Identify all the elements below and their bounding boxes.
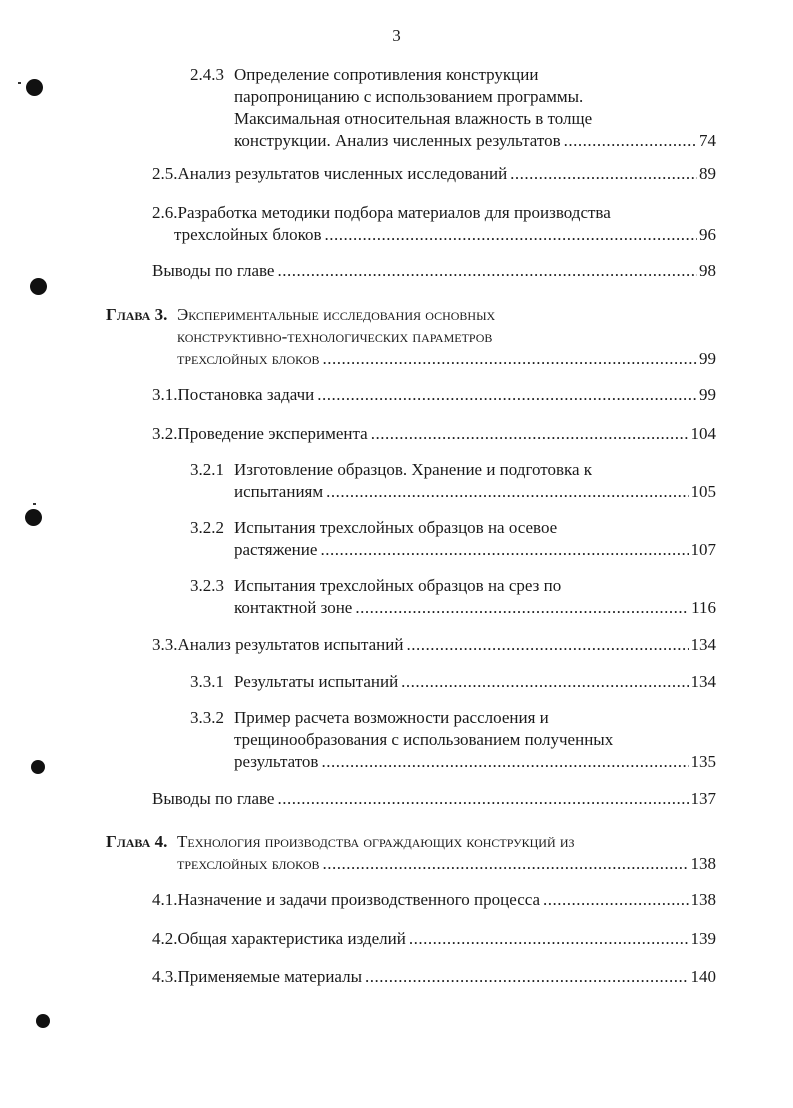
chapter-label: Глава 4. xyxy=(106,832,168,851)
toc-page-number: 116 xyxy=(691,598,716,617)
toc-page-number: 96 xyxy=(699,225,716,244)
toc-entry-3-2-1 xyxy=(190,459,716,501)
chapter-label: Глава 3. xyxy=(106,305,168,324)
dot-leader xyxy=(409,928,689,950)
dot-leader xyxy=(321,751,688,773)
toc-entry-2-4-3 xyxy=(190,64,716,150)
dot-leader xyxy=(323,348,697,370)
toc-entry-number: 3.2.3 xyxy=(190,576,224,595)
toc-entry-line: Изготовление образцов. Хранение и подготовка к xyxy=(234,460,593,479)
toc-entry-4-1 xyxy=(152,889,716,911)
dot-leader xyxy=(365,966,688,988)
toc-page-number: 134 xyxy=(690,672,716,691)
dot-leader xyxy=(325,224,698,246)
toc-page-number: 74 xyxy=(699,131,716,150)
toc-entry-4-2 xyxy=(152,928,716,950)
toc-entry-3-1 xyxy=(152,384,716,406)
toc-page-number: 138 xyxy=(690,890,716,909)
toc-entry-number: 3.3.2 xyxy=(190,708,224,727)
toc-entry-chapter2-conclusions xyxy=(152,260,716,282)
toc-entry-title: 3.2.Проведение эксперимента xyxy=(152,424,368,443)
toc-page-number: 138 xyxy=(690,854,716,873)
toc-entry-title: 4.2.Общая характеристика изделий xyxy=(152,929,406,948)
toc-entry-3-3 xyxy=(152,634,716,656)
toc-entry-line: результатов xyxy=(234,752,319,771)
dot-leader xyxy=(277,788,688,810)
toc-page-number: 135 xyxy=(690,752,716,771)
dot-leader xyxy=(406,634,688,656)
toc-entry-number: 3.2.1 xyxy=(190,460,224,479)
toc-entry-3-2-2 xyxy=(190,517,716,559)
dot-leader xyxy=(543,889,688,911)
chapter-title-line: конструктивно-технологических параметров xyxy=(177,327,493,346)
toc-entry-3-3-2 xyxy=(190,707,716,771)
toc-entry-3-3-1 xyxy=(190,671,716,693)
toc-entry-line: паропроницанию с использованием программы. xyxy=(234,87,584,106)
toc-entry-title: 2.6.Разработка методики подбора материалов для производства xyxy=(152,203,611,222)
toc-entry-line: Определение сопротивления конструкции xyxy=(234,65,539,84)
dot-leader xyxy=(323,853,689,875)
chapter-title-line: трехслойных блоков xyxy=(177,349,320,368)
page-number: 3 xyxy=(392,26,401,45)
toc-entry-number: 2.4.3 xyxy=(190,65,224,84)
toc-entry-2-6 xyxy=(152,202,716,246)
toc-entry-line: Пример расчета возможности расслоения и xyxy=(234,708,549,727)
toc-entry-title: Выводы по главе xyxy=(152,261,275,280)
punch-hole-mark xyxy=(30,278,47,295)
toc-entry-number: 3.3.1 xyxy=(190,672,224,691)
dot-leader xyxy=(401,671,688,693)
scan-speck xyxy=(33,503,36,505)
toc-entry-line: испытаниям xyxy=(234,482,324,501)
punch-hole-mark xyxy=(26,79,43,96)
toc-entry-title: 4.1.Назначение и задачи производственного процесса xyxy=(152,890,541,909)
toc-page-number: 89 xyxy=(699,164,716,183)
toc-page-number: 104 xyxy=(690,424,716,443)
punch-hole-mark xyxy=(31,760,45,774)
toc-entry-line: Испытания трехслойных образцов на срез по xyxy=(234,576,562,595)
dot-leader xyxy=(510,163,697,185)
toc-entry-3-2-3 xyxy=(190,575,716,617)
toc-entry-line: Максимальная относительная влажность в толще xyxy=(234,109,593,128)
toc-entry-title: 4.3.Применяемые материалы xyxy=(152,967,363,986)
toc-entry-title: Выводы по главе xyxy=(152,789,275,808)
scan-speck xyxy=(18,82,21,84)
toc-page-number: 140 xyxy=(690,967,716,986)
toc-page-number: 137 xyxy=(690,789,716,808)
dot-leader xyxy=(371,423,689,445)
chapter-title-line: трехслойных блоков xyxy=(177,854,320,873)
toc-entry-2-5 xyxy=(152,163,716,185)
toc-entry-line: растяжение xyxy=(234,540,318,559)
toc-entry-line: трещинообразования с использованием полученных xyxy=(234,730,614,749)
chapter-title-line: Экспериментальные исследования основных xyxy=(177,305,496,324)
toc-entry-title: 3.1.Постановка задачи xyxy=(152,385,315,404)
toc-page-number: 105 xyxy=(690,482,716,501)
toc-entry-line: трехслойных блоков xyxy=(174,225,322,244)
toc-page-number: 99 xyxy=(699,385,716,404)
dot-leader xyxy=(317,384,697,406)
toc-entry-line: контактной зоне xyxy=(234,598,353,617)
toc-entry-title: 2.5.Анализ результатов численных исследований xyxy=(152,164,508,183)
toc-entry-title: 3.3.Анализ результатов испытаний xyxy=(152,635,404,654)
dot-leader xyxy=(277,260,697,282)
dot-leader xyxy=(326,481,688,503)
toc-entry-line: Испытания трехслойных образцов на осевое xyxy=(234,518,558,537)
toc-entry-line: Результаты испытаний xyxy=(234,672,399,691)
punch-hole-mark xyxy=(25,509,42,526)
toc-entry-number: 3.2.2 xyxy=(190,518,224,537)
toc-page-number: 99 xyxy=(699,349,716,368)
toc-entry-4-3 xyxy=(152,966,716,988)
toc-page-number: 134 xyxy=(690,635,716,654)
toc-entry-line: конструкции. Анализ численных результатов xyxy=(234,131,561,150)
toc-page-number: 98 xyxy=(699,261,716,280)
punch-hole-mark xyxy=(36,1014,50,1028)
dot-leader xyxy=(564,130,697,152)
dot-leader xyxy=(320,539,688,561)
toc-page-number: 107 xyxy=(690,540,716,559)
toc-entry-chapter3-conclusions xyxy=(152,788,716,810)
toc-entry-3-2 xyxy=(152,423,716,445)
chapter-title-line: Технология производства ограждающих конструкций из xyxy=(177,832,575,851)
dot-leader xyxy=(355,597,689,619)
toc-page-number: 139 xyxy=(690,929,716,948)
